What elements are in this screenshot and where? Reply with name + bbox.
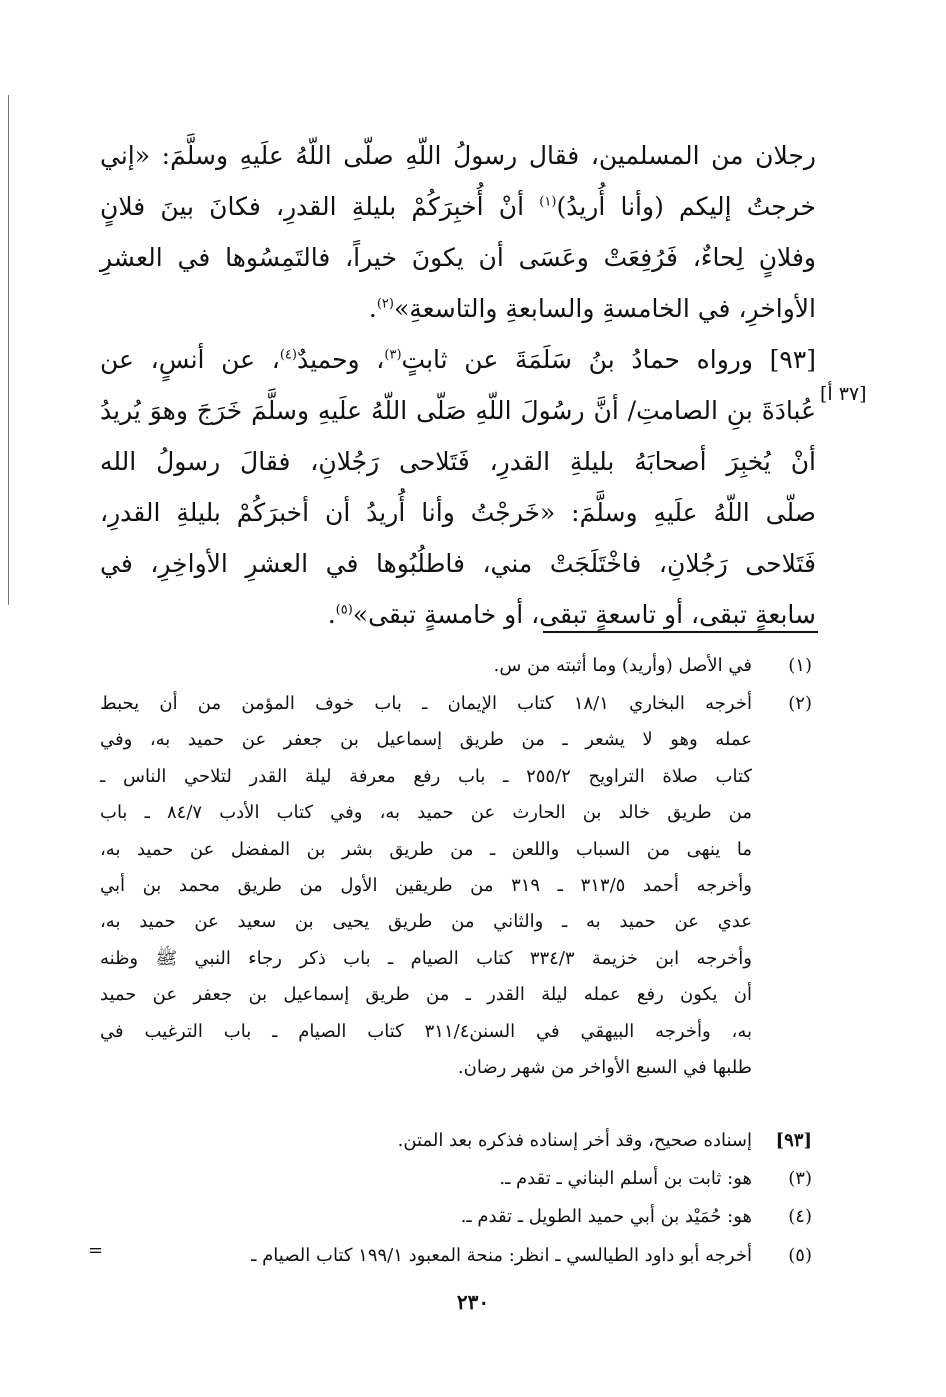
footnote-line: وأخرجه ابن خزيمة ٣٣٤/٣ كتاب الصيام ـ باب ذكر رجاء النبي ﷺ وظنه (100, 947, 752, 969)
footnote-ref: (٣) (384, 347, 402, 363)
footnote-number: (١) (788, 655, 812, 676)
footnote-text: إسناده صحيح، وقد أخر إسناده فذكره بعد المتن. (397, 1130, 752, 1151)
continuation-mark: = (88, 1240, 104, 1261)
footnote (100, 1123, 812, 1159)
body-line: [٩٣] ورواه حمادُ بنُ سَلَمَةَ عن ثابتٍ$^{(٣)}$، وحميدٌ$^{(٤)}$، عن أنسٍ، عن (100, 345, 816, 374)
footnote-line: طلبها في السبع الأواخر من شهر رضان. (457, 1056, 752, 1078)
body-line: سابعةٍ تبقى، أو تاسعةٍ تبقى، أو خامسةٍ تبقى»$^{(٥)}$. (327, 600, 816, 629)
body-line: عُبادَةَ بنِ الصامتِ/ أنَّ رسُولَ اللّهِ صَلّى اللّهُ علَيهِ وسلَّمَ خَرَجَ وهوَ يُريدُ (100, 396, 816, 425)
body-line: خرجتُ إليكم (وأنا أُريدُ)$^{(١)}$ أنْ أُخبِرَكُمْ بليلةِ القدرِ، فكانَ بينَ فلانٍ (100, 192, 816, 221)
footnote-row (100, 1238, 812, 1274)
body-line: وفلانٍ لِحاءٌ، فَرُفِعَتْ وعَسَى أن يكونَ خيراً، فالتَمِسُوها في العشرِ (100, 243, 816, 272)
body-line: أنْ يُخبِرَ أصحابَهُ بليلةِ القدرِ، فَتَلاحى رَجُلانِ، فقالَ رسولُ الله (100, 447, 816, 476)
body-line: رجلان من المسلمين، فقال رسولُ اللّهِ صلّى اللّهُ علَيهِ وسلَّمَ: «إني (100, 141, 816, 170)
footnote-line: كتاب صلاة التراويح ٢٥٥/٢ ـ باب رفع معرفة ليلة القدر لتلاحي الناس ـ (100, 765, 752, 787)
footnote-line: عدي عن حميد به ـ والثاني من طريق يحيى بن سعيد عن حميد به، (100, 911, 752, 933)
footnote-line: أخرجه البخاري ١٨/١ كتاب الإيمان ـ باب خوف المؤمن من أن يحبط (100, 693, 752, 714)
footnote (100, 1161, 812, 1197)
footnote (100, 648, 812, 684)
main-text (100, 130, 816, 640)
footnote-line: من طريق خالد بن الحارث عن حميد به، وفي كتاب الأدب ٨٤/٧ ـ باب (100, 802, 753, 824)
footnote (100, 1238, 812, 1274)
footnote-separator (543, 631, 818, 633)
footnote-row (100, 648, 812, 684)
footnote-number: (٤) (788, 1206, 812, 1227)
footnote-number: (٢) (788, 693, 812, 714)
footnote-text: أخرجه أبو داود الطيالسي ـ انظر: منحة المعبود ١٩٩/١ كتاب الصيام ـ (251, 1245, 752, 1266)
manuscript-folio-marker: [٣٧ أ] (820, 383, 867, 405)
footnote-text: في الأصل (وأريد) وما أثبته من س. (493, 655, 752, 676)
footnote-text: هو: حُمَيْد بن أبي حميد الطويل ـ تقدم ـ. (460, 1206, 752, 1227)
footnote-row (100, 1161, 812, 1197)
footnote-line: ما ينهى من السباب واللعن ـ من طريق بشر بن المفضل عن حميد به، (100, 838, 752, 860)
footnote-ref: (٤) (279, 347, 297, 363)
body-line: الأواخرِ، في الخامسةِ والسابعةِ والتاسعةِ»$^{(٢)}$. (368, 294, 816, 323)
footnote (100, 686, 812, 1086)
binding-line (8, 95, 9, 605)
footnote (100, 1199, 812, 1235)
footnote-row (100, 686, 812, 1086)
footnote-number: (٥) (788, 1245, 812, 1266)
body-line: فَتَلاحى رَجُلانِ، فاخْتَلَجَتْ مني، فاطلُبُوها في العشرِ الأواخِرِ، في (100, 549, 816, 578)
footnote-number: (٣) (788, 1168, 812, 1189)
footnote-ref: (٢) (376, 296, 394, 312)
footnote-line: أن يكون رفع عمله ليلة القدر ـ من طريق إسماعيل بن جعفر عن حميد (100, 984, 752, 1006)
footnote-ref: (١) (539, 194, 557, 210)
footnote-ref: (٥) (335, 602, 353, 618)
page-number: ٢٣٠ (456, 1290, 490, 1314)
body-line: صلّى اللّهُ علَيهِ وسلَّمَ: «خَرجْتُ وأنا أُريدُ أن أخبرَكُمْ بليلةِ القدرِ، (100, 498, 816, 527)
footnote-number: [٩٣] (775, 1130, 812, 1151)
footnote-row (100, 1199, 812, 1235)
footnote-text: هو: ثابت بن أسلم البناني ـ تقدم ـ. (499, 1168, 752, 1189)
footnote-row (100, 1123, 812, 1159)
footnote-line: عمله وهو لا يشعر ـ من طريق إسماعيل بن جعفر عن حميد به، وفي (100, 729, 752, 751)
footnote-line: وأخرجه أحمد ٣١٣/٥ ـ ٣١٩ من طريقين الأول من طريق محمد بن أبي (100, 874, 753, 896)
footnote-line: به، وأخرجه البيهقي في السنن٣١١/٤ كتاب الصيام ـ باب الترغيب في (100, 1020, 752, 1042)
